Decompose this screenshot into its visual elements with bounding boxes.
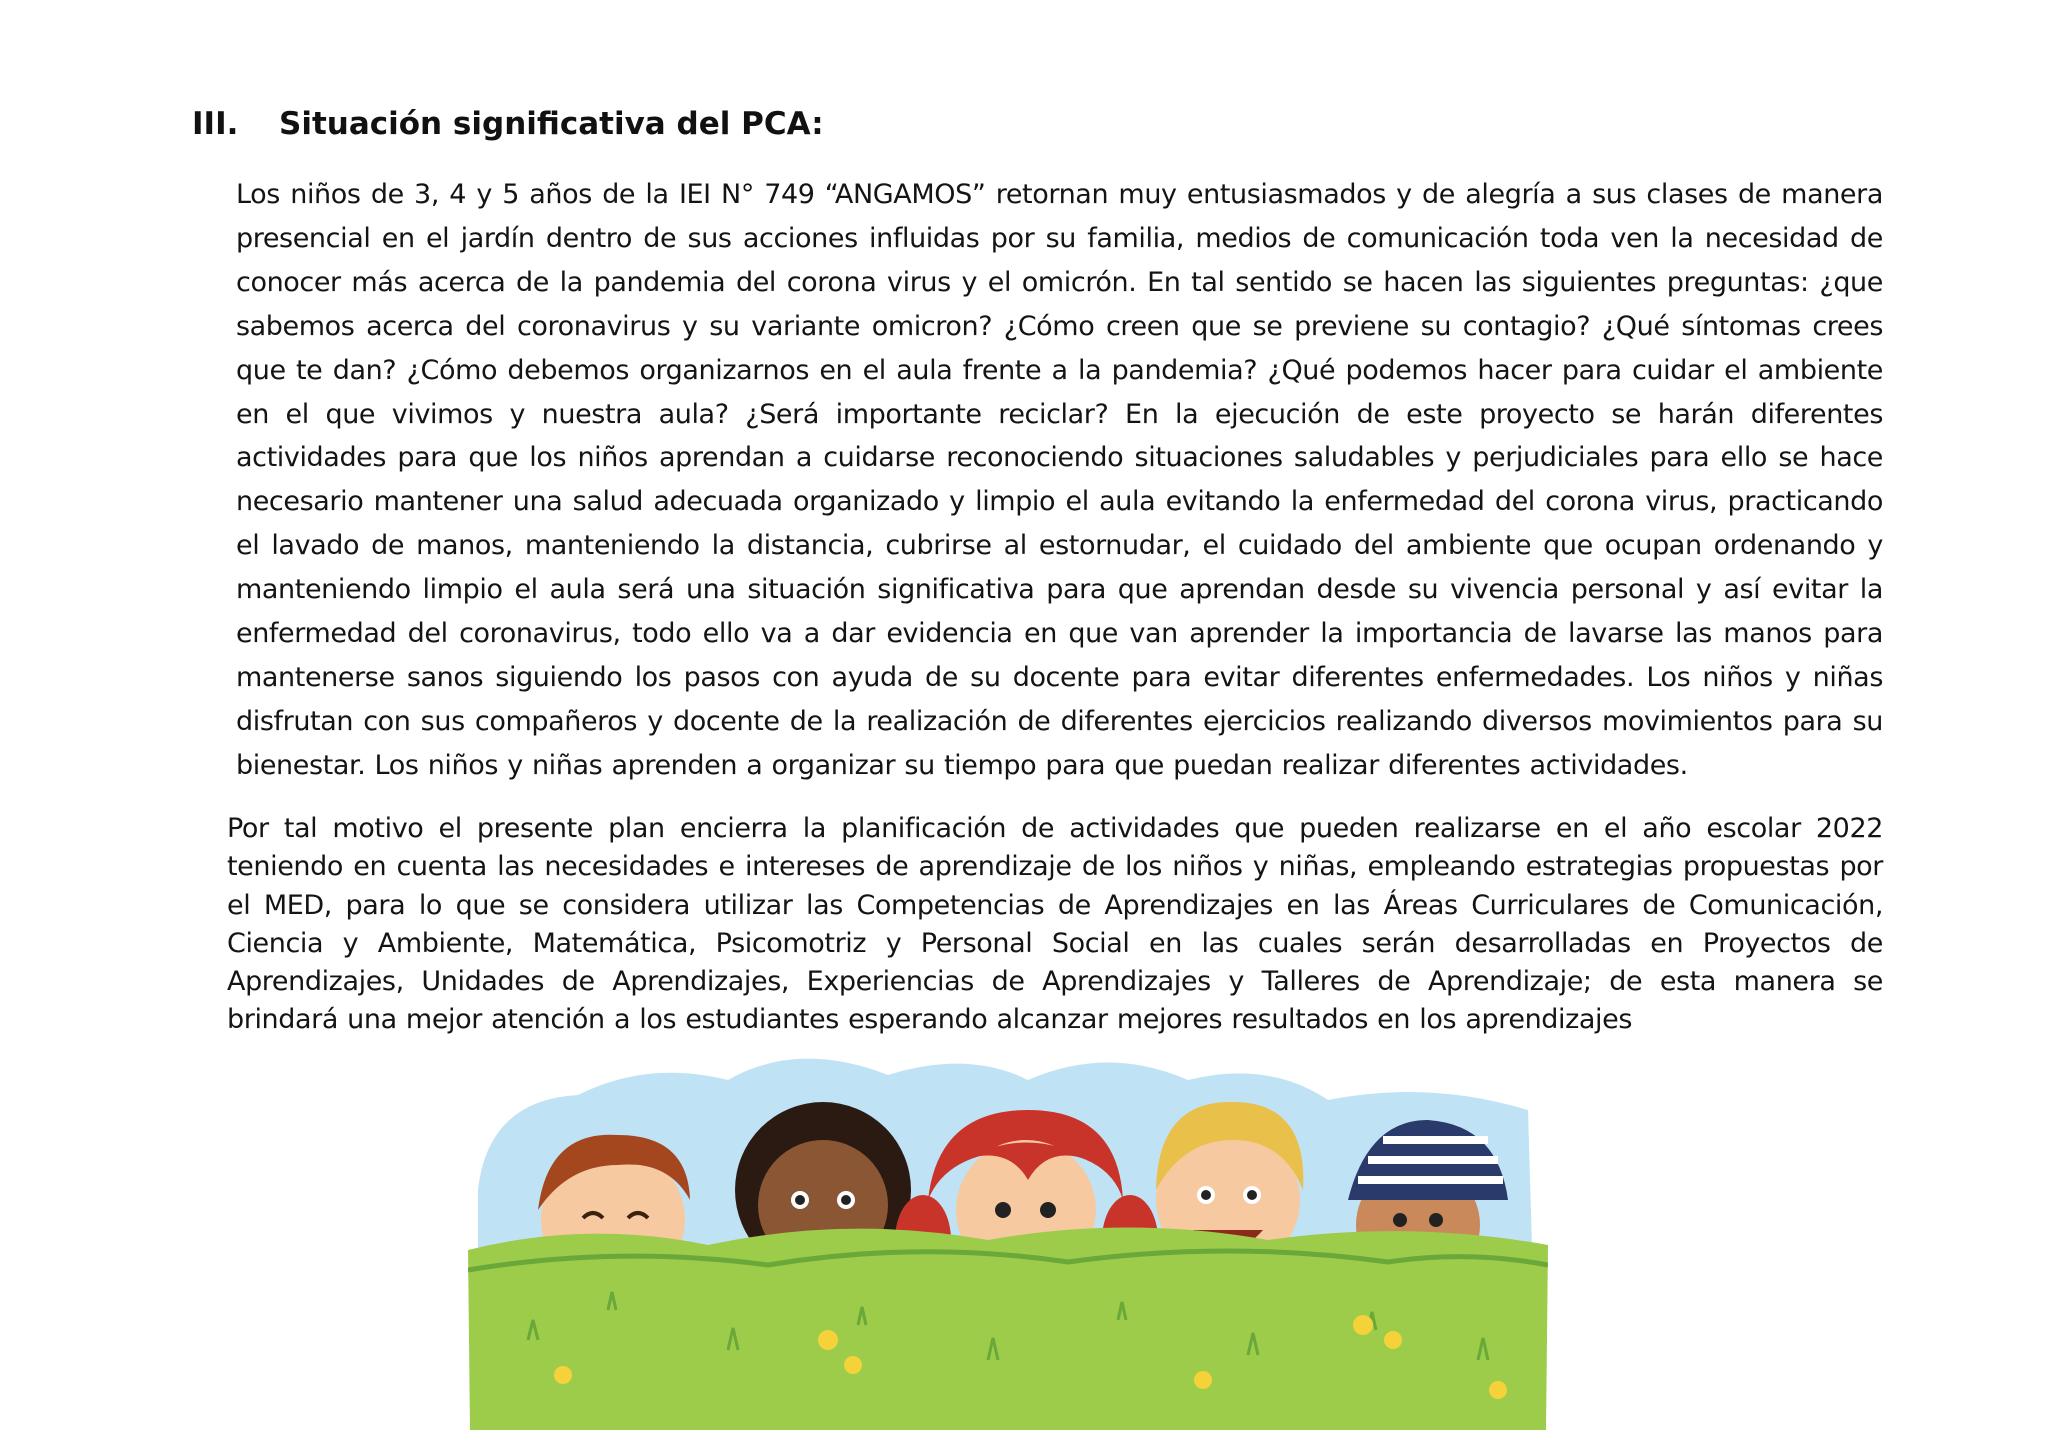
- situation-paragraph: Los niños de 3, 4 y 5 años de la IEI N° 749 “ANGAMOS” retornan muy entusiasmados y de alegría a sus clases de manera presencial en el jardín dentro de sus acciones influidas por su familia, medios de comunicación toda ven la necesidad de conocer más acerca de la pandemia del corona virus y el omicrón. En tal sentido se hacen las siguientes preguntas: ¿que sabemos acerca del coronavirus y su variante omicron? ¿Cómo creen que se previene su contagio? ¿Qué síntomas crees que te dan? ¿Cómo debemos organizarnos en el aula frente a la pandemia? ¿Qué podemos hacer para cuidar el ambiente en el que vivimos y nuestra aula? ¿Será importante reciclar? En la ejecución de este proyecto se harán diferentes actividades para que los niños aprendan a cuidarse reconociendo situaciones saludables y perjudiciales para ello se hace necesario mantener una salud adecuada organizado y limpio el aula evitando la enfermedad del corona virus, practicando el lavado de manos, manteniendo la distancia, cubrirse al estornudar, el cuidado del ambiente que ocupan ordenando y manteniendo limpio el aula será una situación significativa para que aprendan desde su vivencia personal y así evitar la enfermedad del coronavirus, todo ello va a dar evidencia en que van aprender la importancia de lavarse las manos para mantenerse sanos siguiendo los pasos con ayuda de su docente para evitar diferentes enfermedades. Los niños y niñas disfrutan con sus compañeros y docente de la realización de diferentes ejercicios realizando diversos movimientos para su bienestar. Los niños y niñas aprenden a organizar su tiempo para que puedan realizar diferentes actividades.: [236, 179, 1883, 781]
- section-number: III.: [192, 106, 239, 142]
- section-heading: [192, 104, 824, 144]
- children-illustration: [468, 1040, 1548, 1430]
- section-title: Situación significativa del PCA:: [279, 106, 824, 142]
- plan-paragraph: Por tal motivo el presente plan encierra la planificación de actividades que pueden realizarse en el año escolar 2022 teniendo en cuenta las necesidades e intereses de aprendizaje de los niños y niñas, empleando estrategias propuestas por el MED, para lo que se considera utilizar las Competencias de Aprendizajes en las Áreas Curriculares de Comunicación, Ciencia y Ambiente, Matemática, Psicomotriz y Personal Social en las cuales serán desarrolladas en Proyectos de Aprendizajes, Unidades de Aprendizajes, Experiencias de Aprendizajes y Talleres de Aprendizaje; de esta manera se brindará una mejor atención a los estudiantes esperando alcanzar mejores resultados en los aprendizajes: [227, 813, 1883, 1036]
